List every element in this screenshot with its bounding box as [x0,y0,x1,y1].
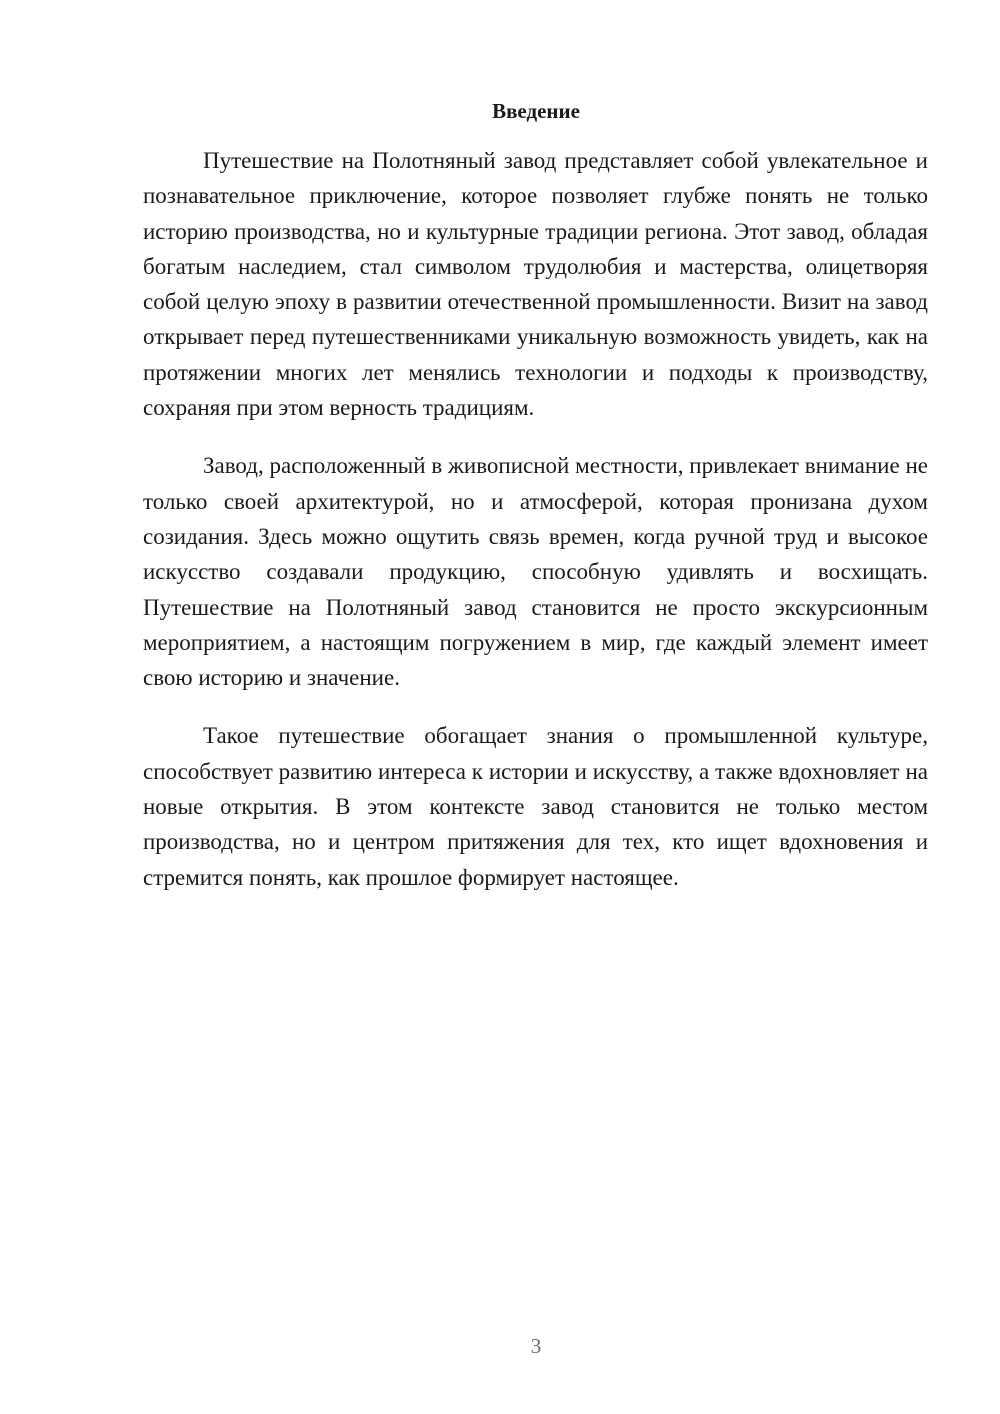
body-text [143,143,928,918]
section-heading: Введение [492,99,580,123]
paragraph-3: Такое путешествие обогащает знания о промышленной культуре, способствует развитию интереса к истории и искусству, а также вдохновляет на новые открытия. В этом контексте завод становится не только местом производства, но и центром притяжения для тех, кто ищет вдохновения и стремится понять, как прошлое формирует настоящее. [143,723,928,890]
paragraph-1: Путешествие на Полотняный завод представляет собой увлекательное и познавательное приключение, которое позволяет глубже понять не только историю производства, но и культурные традиции региона. Этот завод, обладая богатым наследием, стал символом трудолюбия и мастерства, олицетворяя собой целую эпоху в развитии отечественной промышленности. Визит на завод открывает перед путешественниками уникальную возможность увидеть, как на протяжении многих лет менялись технологии и подходы к производству, сохраняя при этом верность традициям. [143,148,928,421]
page-number: 3 [530,1334,542,1358]
paragraph-2: Завод, расположенный в живописной местности, привлекает внимание не только своей архитектурой, но и атмосферой, которая пронизана духом созидания. Здесь можно ощутить связь времен, когда ручной труд и высокое искусство создавали продукцию, способную удивлять и восхищать. Путешествие на Полотняный завод становится не просто экскурсионным мероприятием, а настоящим погружением в мир, где каждый элемент имеет свою историю и значение. [143,453,928,691]
